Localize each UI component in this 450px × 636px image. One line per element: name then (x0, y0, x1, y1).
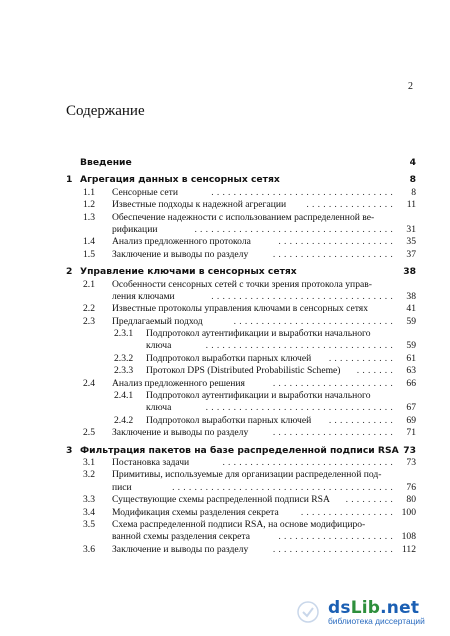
page-number: 2 (408, 81, 413, 92)
toc-entry[interactable] (66, 187, 416, 199)
toc-entry-page: 108 (401, 531, 416, 543)
toc-entry-title: Протокол DPS (Distributed Probabilistic Scheme) (146, 365, 341, 377)
toc-entry-number: 3.2 (83, 469, 95, 481)
toc-entry-title: Схема распределенной подписи RSA, на основе модифициро- (112, 518, 366, 530)
toc-entry[interactable] (66, 340, 416, 352)
toc-entry[interactable] (66, 445, 416, 457)
toc-leader-dots: .................................... (194, 223, 396, 235)
toc-entry-title: Обеспечение надежности с использованием распределенной ве- (112, 211, 375, 223)
toc-entry-page: 73 (406, 456, 416, 468)
toc-entry-number: 3 (66, 444, 73, 456)
toc-leader-dots: ...................... (272, 248, 396, 260)
toc-entry[interactable] (66, 531, 416, 543)
toc-entry[interactable] (66, 519, 416, 531)
toc-entry-title: Подпротокол аутентификации и выработки начального (146, 328, 371, 340)
dslib-logo (328, 598, 440, 618)
toc-title: Содержание (66, 103, 145, 119)
dslib-mark-icon (296, 600, 320, 624)
toc-entry-number: 3.1 (83, 456, 95, 468)
toc-entry[interactable] (66, 378, 416, 390)
toc-entry-title: Подпротокол выработки парных ключей (146, 352, 312, 364)
toc-entry-title: Модификация схемы разделения секрета (112, 506, 279, 518)
toc-leader-dots: .................................. (205, 402, 396, 414)
toc-entry-title: Анализ предложенного протокола (112, 236, 251, 248)
toc-entry-page: 73 (403, 444, 416, 456)
toc-entry-number: 2.2 (83, 303, 95, 315)
toc-entry-title: ления ключами (112, 290, 175, 302)
toc-entry-title: Подпротокол аутентификации и выработки начального (146, 390, 371, 402)
toc-entry[interactable] (66, 328, 416, 340)
toc-entry-page: 4 (409, 157, 416, 168)
toc-entry-title: Существующие схемы распределенной подписи RSA (112, 494, 330, 506)
toc-entry[interactable] (66, 303, 416, 315)
toc-entry[interactable] (66, 427, 416, 439)
toc-leader-dots: ............................. (233, 315, 396, 327)
toc-entry-number: 2 (66, 266, 73, 278)
toc-entry-title: Анализ предложенного решения (112, 377, 245, 389)
toc-entry[interactable] (66, 457, 416, 469)
toc-entry-title: Фильтрация пакетов на базе распределенной подписи RSA (80, 444, 399, 456)
toc-entry[interactable] (66, 353, 416, 365)
toc-entry-page: 59 (406, 315, 416, 327)
toc-entry[interactable] (66, 174, 416, 186)
toc-entry[interactable] (66, 236, 416, 248)
toc-entry-title: рификации (112, 223, 158, 235)
toc-entry-title: Примитивы, используемые для организации распределенной под- (112, 469, 382, 481)
toc-leader-dots: ...................... (272, 427, 396, 439)
toc-entry-title: Заключение и выводы по разделу (112, 248, 249, 260)
logo-part-ds: ds (328, 598, 351, 618)
toc-entry-title: Введение (80, 157, 132, 168)
toc-entry-number: 1.1 (83, 186, 95, 198)
toc-entry-page: 100 (401, 506, 416, 518)
toc-entry[interactable] (66, 199, 416, 211)
toc-leader-dots: ..................... (278, 531, 396, 543)
toc-entry-page: 61 (406, 352, 416, 364)
dslib-watermark[interactable] (328, 598, 440, 626)
toc-entry-number: 3.4 (83, 506, 95, 518)
toc-leader-dots: ..................... (278, 236, 396, 248)
toc-entry[interactable] (66, 544, 416, 556)
toc-entry-page: 112 (401, 543, 416, 555)
toc-entry-title: Известные протоколы управления ключами в сенсорных сетях (112, 303, 368, 315)
toc-entry-number: 2.1 (83, 278, 95, 290)
toc-leader-dots: ............................... (222, 456, 396, 468)
toc-entry-page: 59 (406, 340, 416, 352)
toc-entry[interactable] (66, 316, 416, 328)
toc-entry-number: 2.4.1 (114, 390, 134, 402)
toc-entry[interactable] (66, 365, 416, 377)
toc-entry-page: 35 (406, 236, 416, 248)
toc-entry[interactable] (66, 266, 416, 278)
toc-entry-number: 1.4 (83, 236, 95, 248)
toc-entry-number: 2.3.1 (114, 328, 134, 340)
toc-entry-title: Особенности сенсорных сетей с точки зрения протокола управ- (112, 278, 372, 290)
toc-entry-page: 11 (406, 199, 416, 211)
toc-entry[interactable] (66, 157, 416, 169)
logo-part-net: .net (380, 598, 420, 618)
toc-entry-page: 66 (406, 377, 416, 389)
toc-entry[interactable] (66, 482, 416, 494)
toc-entry[interactable] (66, 415, 416, 427)
toc-entry[interactable] (66, 249, 416, 261)
toc-entry-number: 2.4.2 (114, 414, 134, 426)
toc-entry-title: ключа (146, 340, 172, 352)
toc-entry-page: 38 (406, 290, 416, 302)
toc-leader-dots: ............ (328, 414, 396, 426)
toc-entry-page: 38 (403, 266, 416, 278)
toc-leader-dots: ................................. (211, 290, 396, 302)
toc-leader-dots: ................. (300, 506, 396, 518)
toc-entry-title: Заключение и выводы по разделу (112, 543, 249, 555)
toc-leader-dots: ...................... (272, 543, 396, 555)
toc-entry-page: 8 (411, 186, 416, 198)
toc-leader-dots: ................................. (211, 186, 396, 198)
toc-entry[interactable] (66, 390, 416, 402)
toc-entry-number: 2.4 (83, 377, 95, 389)
toc-entry[interactable] (66, 291, 416, 303)
toc-entry[interactable] (66, 224, 416, 236)
toc-entry-title: Предлагаемый подход (112, 315, 203, 327)
toc-entry-page: 63 (406, 365, 416, 377)
toc-entry-title: ванной схемы разделения секрета (112, 531, 250, 543)
toc-entry-number: 3.3 (83, 494, 95, 506)
toc-entry-title: Постановка задачи (112, 456, 190, 468)
toc-entry-number: 1.2 (83, 199, 95, 211)
toc-leader-dots: ................ (306, 199, 396, 211)
toc-entry-page: 41 (406, 303, 416, 315)
toc-entry[interactable] (66, 507, 416, 519)
toc-entry-title: Агрегация данных в сенсорных сетях (80, 174, 280, 186)
toc-entry-number: 3.6 (83, 543, 95, 555)
toc-entry-page: 31 (406, 223, 416, 235)
toc-entry-page: 67 (406, 402, 416, 414)
toc-entry-number: 3.5 (83, 518, 95, 530)
toc-leader-dots: ...................... (272, 377, 396, 389)
toc-entry[interactable] (66, 212, 416, 224)
table-of-contents (66, 157, 416, 556)
toc-entry[interactable] (66, 469, 416, 481)
toc-entry-number: 2.5 (83, 427, 95, 439)
toc-entry-page: 69 (406, 414, 416, 426)
toc-entry-number: 1.5 (83, 248, 95, 260)
toc-entry-title: Подпротокол выработки парных ключей (146, 414, 312, 426)
toc-entry-page: 8 (409, 174, 416, 186)
toc-entry-title: Сенсорные сети (112, 186, 178, 198)
toc-entry-number: 1.3 (83, 211, 95, 223)
toc-entry[interactable] (66, 494, 416, 506)
toc-leader-dots: ....... (356, 365, 396, 377)
toc-entry-title: Заключение и выводы по разделу (112, 427, 249, 439)
toc-entry-page: 71 (406, 427, 416, 439)
toc-leader-dots: ......... (345, 494, 396, 506)
dslib-subtitle: библиотека диссертаций (328, 616, 425, 626)
logo-part-lib: Lib (350, 598, 381, 618)
toc-entry-number: 2.3.3 (114, 365, 134, 377)
toc-entry-title: Управление ключами в сенсорных сетях (80, 266, 297, 278)
toc-entry-number: 2.3.2 (114, 352, 134, 364)
toc-entry-page: 76 (406, 481, 416, 493)
toc-entry-title: ключа (146, 402, 172, 414)
toc-entry-page: 80 (406, 494, 416, 506)
toc-leader-dots: ........................................ (172, 481, 396, 493)
toc-entry-page: 37 (406, 248, 416, 260)
toc-entry-title: писи (112, 481, 132, 493)
toc-entry[interactable] (66, 279, 416, 291)
toc-leader-dots: ............ (328, 352, 396, 364)
toc-entry-number: 1 (66, 174, 73, 186)
toc-entry-number: 2.3 (83, 315, 95, 327)
toc-leader-dots: .................................. (205, 340, 396, 352)
toc-entry-title: Известные подходы к надежной агрегации (112, 199, 287, 211)
toc-entry[interactable] (66, 402, 416, 414)
